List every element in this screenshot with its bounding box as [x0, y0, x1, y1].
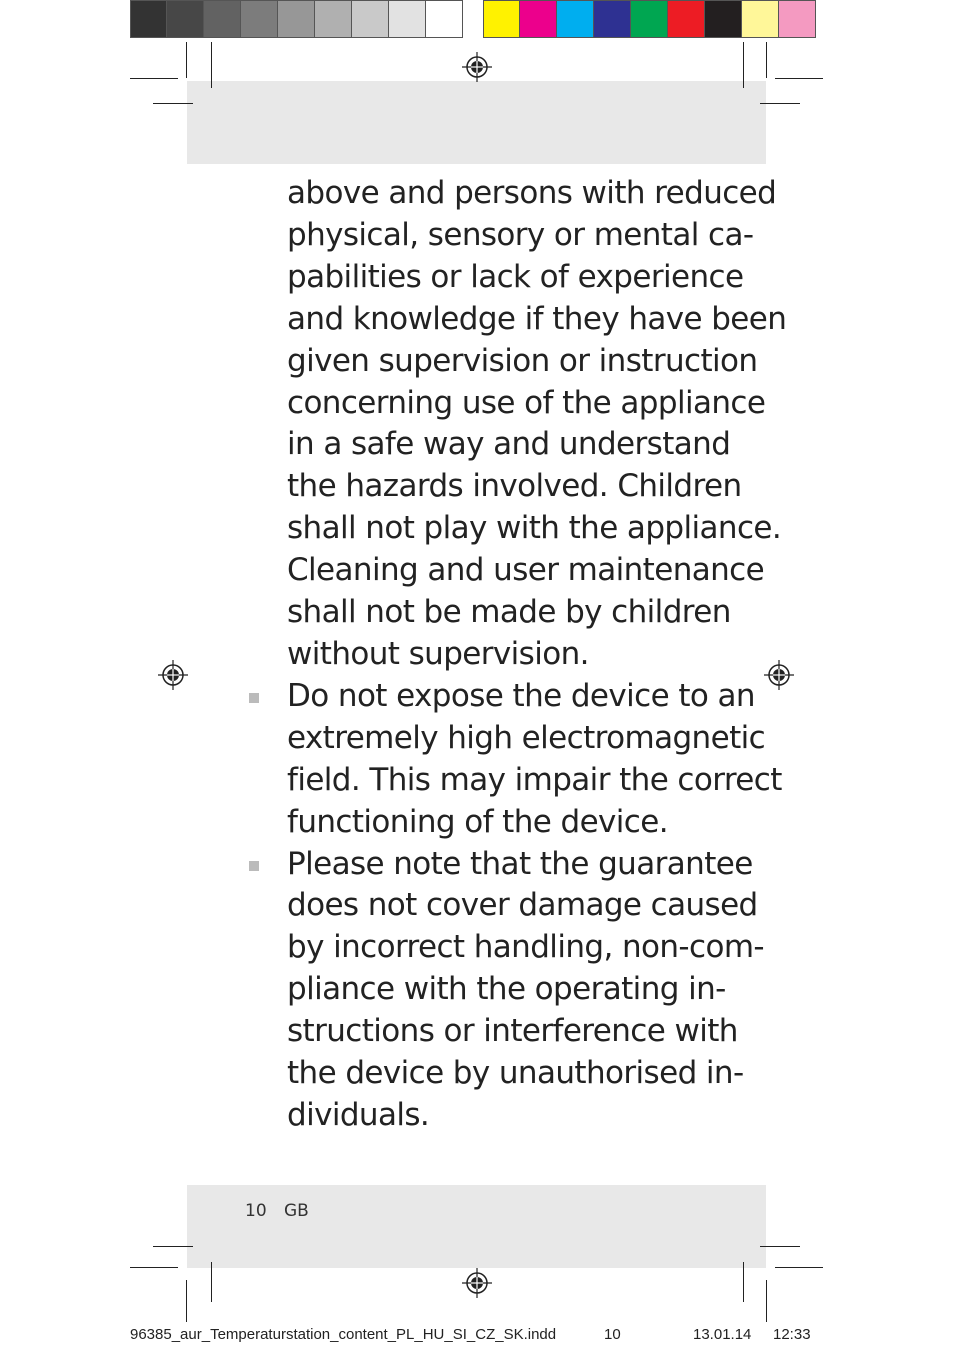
- color-swatch: [742, 0, 779, 38]
- text-line: given supervision or instruction: [287, 342, 758, 379]
- color-swatch: [241, 0, 278, 38]
- text-line: shall not play with the appliance.: [287, 510, 782, 547]
- crop-mark: [130, 1267, 178, 1268]
- text-line: shall not be made by children: [287, 594, 731, 631]
- text-line: Cleaning and user maintenance: [287, 552, 765, 589]
- page-number: 10: [245, 1201, 267, 1221]
- text-line: and knowledge if they have been: [287, 300, 787, 337]
- color-swatch: [483, 0, 520, 38]
- body-text: [287, 173, 787, 1137]
- registration-mark-icon: [462, 52, 492, 82]
- color-swatch: [557, 0, 594, 38]
- color-swatch: [668, 0, 705, 38]
- crop-mark: [775, 78, 823, 79]
- slug-date: 13.01.14: [693, 1326, 752, 1343]
- bullet-square-icon: [249, 693, 259, 703]
- crop-mark: [775, 1267, 823, 1268]
- crop-mark: [186, 42, 187, 78]
- color-swatch: [779, 0, 816, 38]
- color-swatch: [204, 0, 241, 38]
- color-swatch: [426, 0, 463, 38]
- registration-mark-icon: [462, 1268, 492, 1298]
- text-line: dividuals.: [287, 1096, 430, 1133]
- text-line: the device by unauthorised in-: [287, 1055, 744, 1092]
- crop-mark: [211, 42, 212, 88]
- process-color-bar: [483, 0, 816, 40]
- bullet-item: [287, 844, 765, 1137]
- color-swatch: [315, 0, 352, 38]
- bullet-square-icon: [249, 861, 259, 871]
- text-line: pliance with the operating in-: [287, 971, 726, 1008]
- text-line: pabilities or lack of experience: [287, 258, 744, 295]
- crop-mark: [743, 1262, 744, 1302]
- crop-mark: [153, 1246, 193, 1247]
- crop-mark: [766, 1280, 767, 1322]
- text-line: structions or interference with: [287, 1013, 738, 1050]
- color-swatch: [278, 0, 315, 38]
- text-line: by incorrect handling, non-com-: [287, 929, 765, 966]
- crop-mark: [130, 78, 178, 79]
- text-line: without supervision.: [287, 635, 589, 672]
- registration-mark-icon: [158, 660, 188, 690]
- text-line: above and persons with reduced: [287, 175, 777, 211]
- crop-mark: [760, 103, 800, 104]
- text-line: in a safe way and understand: [287, 426, 731, 463]
- text-line: the hazards involved. Children: [287, 468, 742, 505]
- grayscale-color-bar: [130, 0, 463, 40]
- color-swatch: [520, 0, 557, 38]
- text-line: field. This may impair the correct: [287, 761, 782, 798]
- slug-time: 12:33: [773, 1326, 811, 1343]
- color-swatch: [705, 0, 742, 38]
- text-line: Please note that the guarantee: [287, 845, 753, 882]
- text-line: does not cover damage caused: [287, 887, 758, 924]
- registration-mark-icon: [764, 660, 794, 690]
- page-language: GB: [284, 1201, 309, 1221]
- slug-filename: 96385_aur_Temperaturstation_content_PL_HU_SI_CZ_SK.indd: [130, 1326, 557, 1343]
- color-swatch: [594, 0, 631, 38]
- text-line: extremely high electromagnetic: [287, 719, 766, 756]
- text-line: concerning use of the appliance: [287, 384, 766, 421]
- text-line: Do not expose the device to an: [287, 677, 755, 714]
- bullet-item: [287, 676, 782, 844]
- crop-mark: [186, 1280, 187, 1322]
- color-swatch: [352, 0, 389, 38]
- crop-mark: [743, 42, 744, 88]
- crop-mark: [153, 103, 193, 104]
- slug-page: 10: [604, 1326, 621, 1343]
- paragraph-continuation: [287, 173, 787, 676]
- header-band: [187, 81, 766, 164]
- footer-band: [187, 1185, 766, 1268]
- crop-mark: [766, 42, 767, 78]
- color-swatch: [631, 0, 668, 38]
- crop-mark: [760, 1246, 800, 1247]
- text-line: functioning of the device.: [287, 803, 668, 840]
- color-swatch: [389, 0, 426, 38]
- color-swatch: [167, 0, 204, 38]
- crop-mark: [211, 1262, 212, 1302]
- text-line: physical, sensory or mental ca-: [287, 216, 754, 253]
- color-swatch: [130, 0, 167, 38]
